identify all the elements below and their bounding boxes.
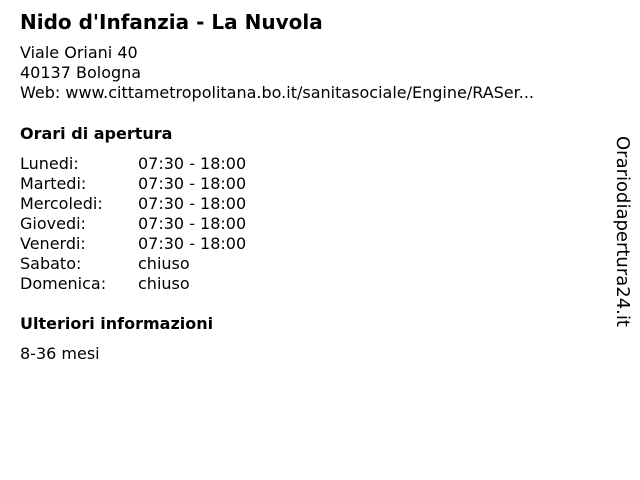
hours-row-saturday: [20, 254, 320, 274]
day-label: Sabato:: [20, 254, 82, 273]
hours-row-friday: [20, 234, 320, 254]
hours-value: chiuso: [138, 254, 190, 273]
page-title: Nido d'Infanzia - La Nuvola: [20, 10, 323, 34]
hours-value: 07:30 - 18:00: [138, 214, 247, 233]
hours-row-tuesday: [20, 174, 320, 194]
opening-hours-table: [20, 154, 320, 294]
address-block: [20, 43, 534, 103]
hours-value: 07:30 - 18:00: [138, 174, 247, 193]
hours-row-wednesday: [20, 194, 320, 214]
day-label: Giovedi:: [20, 214, 86, 233]
hours-row-monday: [20, 154, 320, 174]
hours-value: 07:30 - 18:00: [138, 234, 247, 253]
hours-row-thursday: [20, 214, 320, 234]
additional-info-heading: Ulteriori informazioni: [20, 314, 214, 333]
day-label: Martedi:: [20, 174, 87, 193]
website-link[interactable]: Web: www.cittametropolitana.bo.it/sanitasociale/Engine/RASer...: [20, 83, 535, 102]
day-label: Domenica:: [20, 274, 107, 293]
additional-info-text: 8-36 mesi: [20, 344, 100, 363]
day-label: Mercoledi:: [20, 194, 103, 213]
hours-value: chiuso: [138, 274, 190, 293]
opening-hours-heading: Orari di apertura: [20, 124, 173, 143]
hours-value: 07:30 - 18:00: [138, 154, 247, 173]
address-street: Viale Oriani 40: [20, 43, 138, 62]
hours-value: 07:30 - 18:00: [138, 194, 247, 213]
day-label: Lunedi:: [20, 154, 79, 173]
hours-row-sunday: [20, 274, 320, 294]
day-label: Venerdi:: [20, 234, 86, 253]
site-watermark: Orariodiapertura24.it: [612, 136, 633, 327]
address-city: 40137 Bologna: [20, 63, 142, 82]
